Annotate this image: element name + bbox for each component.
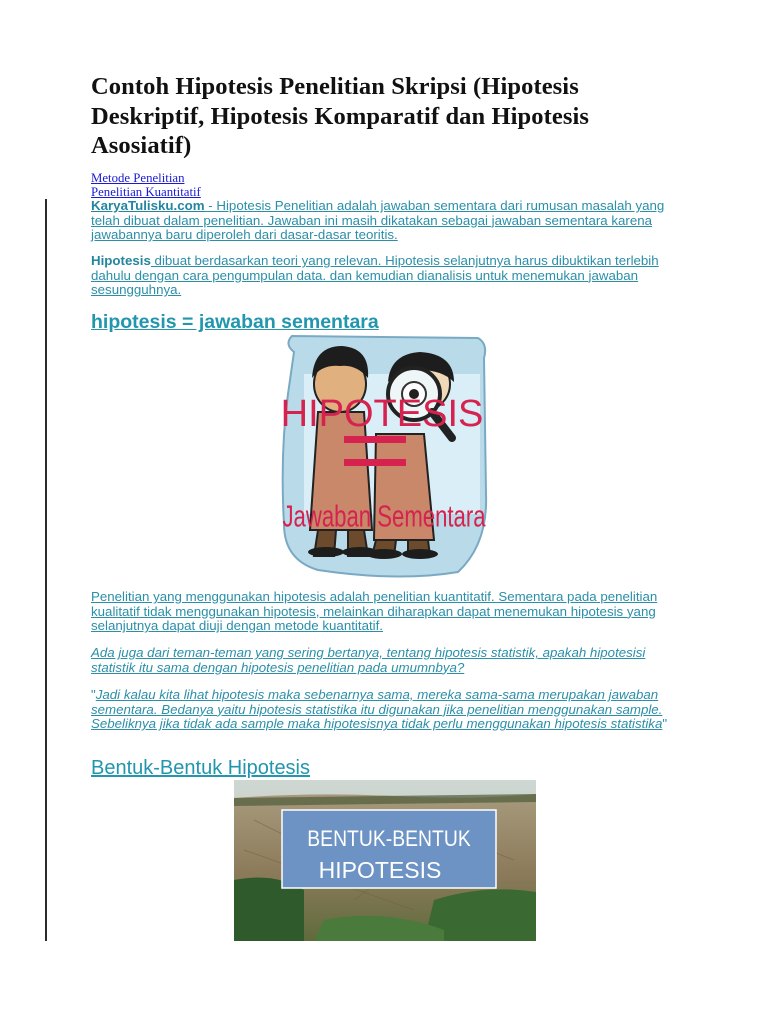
equals-bar-bottom	[344, 459, 406, 466]
definition-text[interactable]: dibuat berdasarkan teori yang relevan. Hipotesis selanjutnya harus dibuktikan terlebih dahulu dengan cara pengumpulan data. dan kemudian dianalisis untuk menemukan jawaban sesungguhnya.	[91, 253, 659, 298]
banner-line-2: HIPOTESIS	[318, 857, 442, 883]
heading-hipotesis-jawaban-sementara[interactable]: hipotesis = jawaban sementara	[91, 311, 379, 333]
question-paragraph	[91, 646, 671, 675]
page-title: Contoh Hipotesis Penelitian Skripsi (Hipotesis Deskriptif, Hipotesis Komparatif dan Hipotesis Asosiatif)	[91, 73, 590, 159]
quote-paragraph	[91, 688, 671, 732]
question-text[interactable]: Ada juga dari teman-teman yang sering bertanya, tentang hipotesis statistik, apakah hipotesisi statistik itu sama dengan hipotesis penelitian pada umumnbya?	[91, 645, 646, 675]
quote-text[interactable]: Jadi kalau kita lihat hipotesis maka sebenarnya sama, mereka sama-sama merupakan jawaban sementara. Bedanya yaitu hipotesis statistika itu digunakan jika penelitian menggunakan sample. Sebeliknya jika tidak ada sample maka hipotesisnya tidak perlu menggunakan hipotesis statistika	[91, 687, 663, 732]
source-link[interactable]: KaryaTulisku.com	[91, 198, 205, 213]
intro-paragraph	[91, 199, 671, 243]
illustration-word: HIPOTESIS	[280, 393, 484, 435]
definition-term: Hipotesis	[91, 253, 151, 268]
illustration-meaning: Jawaban Sementara	[282, 499, 486, 534]
quantitative-text[interactable]: Penelitian yang menggunakan hipotesis adalah penelitian kuantitatif. Sementara pada penelitian kualitatif tidak menggunakan hipotesis, melainkan diharapkan dapat menemukan hipotesis yang selanjutnya dapat diuji dengan metode kuantitatif.	[91, 589, 658, 634]
bentuk-hipotesis-banner	[234, 780, 536, 941]
definition-paragraph	[91, 254, 671, 298]
heading-bentuk-bentuk-hipotesis[interactable]: Bentuk-Bentuk Hipotesis	[91, 757, 311, 779]
quote-open: "	[91, 687, 96, 702]
intro-text[interactable]: - Hipotesis Penelitian adalah jawaban sementara dari rumusan masalah yang telah dibuat dalam penelitian. Jawaban ini masih dikatakan sebagai jawaban sementara karena jawabannya baru diperoleh dari dasar-dasar teoritis.	[91, 198, 665, 243]
equals-bar-top	[344, 436, 406, 443]
quantitative-paragraph	[91, 590, 671, 634]
category-link-penelitian-kuantitatif[interactable]: Penelitian Kuantitatif	[91, 185, 201, 199]
category-link-metode-penelitian[interactable]: Metode Penelitian	[91, 171, 185, 185]
quote-close: "	[662, 716, 668, 732]
banner-line-1: BENTUK-BENTUK	[307, 826, 471, 852]
hipotesis-illustration	[278, 334, 488, 578]
margin-rule	[45, 199, 47, 941]
